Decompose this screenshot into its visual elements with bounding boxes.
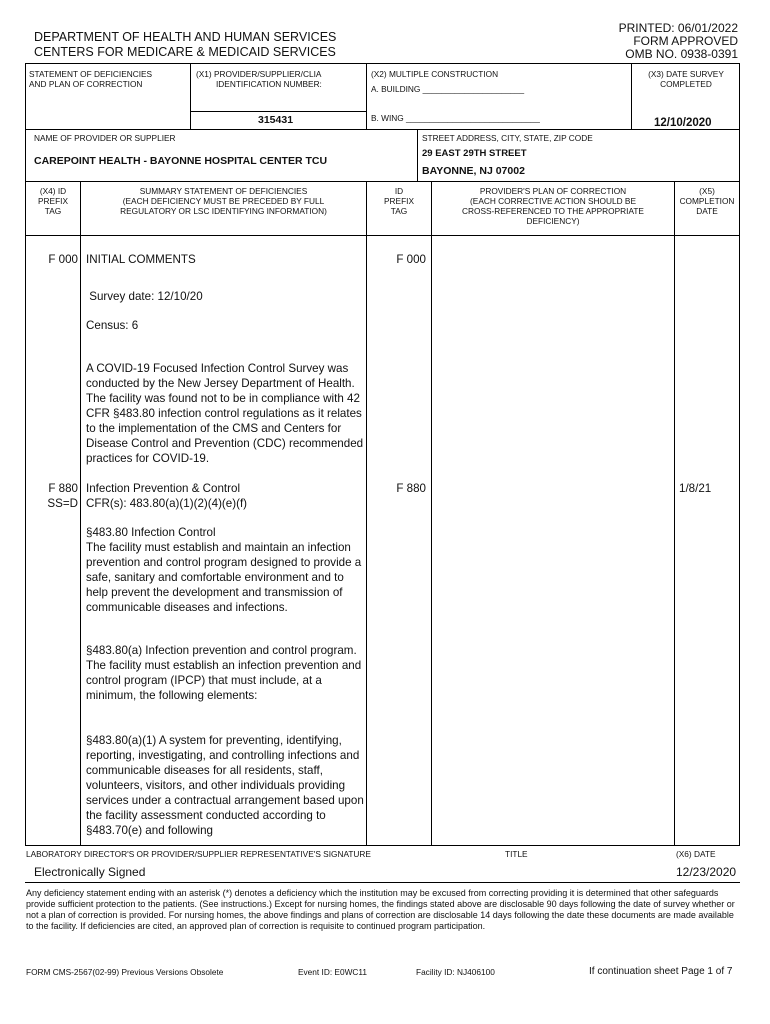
initial-comments: INITIAL COMMENTS <box>86 253 196 266</box>
signature-date: 12/23/2020 <box>676 865 737 879</box>
para-483-80: §483.80 Infection Control The facility must establish and maintain an infection prevention and control program designed to provide a safe, sanitary and comfortable environment and to help prevent the development and transmission of communicable diseases and infections. <box>86 526 362 614</box>
survey-completed-date: 12/10/2020 <box>654 117 712 129</box>
provider-name: CAREPOINT HEALTH - BAYONNE HOSPITAL CENTER TCU <box>34 155 328 167</box>
address-street: 29 EAST 29TH STREET <box>422 148 527 159</box>
address-label: STREET ADDRESS, CITY, STATE, ZIP CODE <box>422 133 593 143</box>
col-x4-header: (X4) ID PREFIX TAG <box>38 186 68 216</box>
tag-ss: SS=D <box>47 497 78 510</box>
tag-f880-right: F 880 <box>396 482 426 495</box>
tag-f000-left: F 000 <box>48 253 78 266</box>
para-483-80a: §483.80(a) Infection prevention and control program. The facility must establish an infection prevention and control program (IPCP) that must include, at a minimum, the following elements: <box>86 644 362 702</box>
title-label: TITLE <box>505 849 528 859</box>
disclaimer: Any deficiency statement ending with an asterisk (*) denotes a deficiency which the institution may be excused from correcting providing it is determined that other safeguards provide sufficient protection to the patients. (See instructions.) Except for nursing homes, the findings stated above are disclosable 90 days following the date of survey whether or not a plan of correction is provided. For nursing homes, the above findings and plans of correction are disclosable 14 days following the date these documents are made available to the facility. If deficiencies are cited, an approved plan of correction is requisite to continued program participation. <box>26 888 735 931</box>
wing-label: B. WING _____________________________ <box>371 113 540 123</box>
f880-cfr: CFR(s): 483.80(a)(1)(2)(4)(e)(f) <box>86 497 248 510</box>
covid-paragraph: A COVID-19 Focused Infection Control Survey was conducted by the New Jersey Department of Health. The facility was found not to be in compliance with 42 CFR §483.80 infection control regulations as it relates to the implementation of the CMS and Centers for Disease Control and Prevention (CDC) recommended practices for COVID-19. <box>86 362 364 465</box>
col-summary-header: SUMMARY STATEMENT OF DEFICIENCIES (EACH DEFICIENCY MUST BE PRECEDED BY FULL REGULATORY OR LSC IDENTIFYING INFORMATION) <box>120 186 327 216</box>
statement-label: STATEMENT OF DEFICIENCIES AND PLAN OF CORRECTION <box>29 69 153 89</box>
printed-date: PRINTED: 06/01/2022 <box>618 21 738 35</box>
provider-id-number: 315431 <box>258 114 294 126</box>
x1-label: (X1) PROVIDER/SUPPLIER/CLIA IDENTIFICATION NUMBER: <box>196 69 322 89</box>
omb-number: OMB NO. 0938-0391 <box>625 47 738 61</box>
building-label: A. BUILDING ______________________ <box>371 84 525 94</box>
col-plan-header: PROVIDER'S PLAN OF CORRECTION (EACH CORRECTIVE ACTION SHOULD BE CROSS-REFERENCED TO THE APPROPRIATE DEFICIENCY) <box>462 186 644 226</box>
form-number: FORM CMS-2567(02-99) Previous Versions Obsolete <box>26 967 224 977</box>
tag-f880-left: F 880 <box>48 482 78 495</box>
completion-date: 1/8/21 <box>679 482 712 495</box>
signature-value: Electronically Signed <box>34 865 146 879</box>
survey-date: Survey date: 12/10/20 <box>86 290 203 303</box>
print-info <box>619 22 738 61</box>
page-indicator: If continuation sheet Page 1 of 7 <box>589 966 733 977</box>
para-483-80a1: §483.80(a)(1) A system for preventing, identifying, reporting, investigating, and controlling infections and communicable diseases for all residents, staff, volunteers, visitors, and other individuals providing services under a contractual arrangement based upon the facility assessment conducted according to §483.70(e) and following <box>86 734 364 837</box>
x6-date-label: (X6) DATE <box>676 849 716 859</box>
dept-line-1: DEPARTMENT OF HEALTH AND HUMAN SERVICES <box>34 30 337 44</box>
address-city: BAYONNE, NJ 07002 <box>422 165 525 177</box>
event-id: Event ID: E0WC11 <box>298 967 368 977</box>
signature-label: LABORATORY DIRECTOR'S OR PROVIDER/SUPPLIER REPRESENTATIVE'S SIGNATURE <box>26 849 371 859</box>
tag-f000-right: F 000 <box>396 253 426 266</box>
provider-name-label: NAME OF PROVIDER OR SUPPLIER <box>34 133 176 143</box>
census: Census: 6 <box>86 319 139 332</box>
f880-title: Infection Prevention & Control <box>86 482 241 495</box>
col-id-header: ID PREFIX TAG <box>384 186 414 216</box>
department-header <box>34 30 336 60</box>
form-approved: FORM APPROVED <box>633 34 738 48</box>
x2-label: (X2) MULTIPLE CONSTRUCTION <box>371 69 499 79</box>
col-x5-header: (X5) COMPLETION DATE <box>679 186 735 216</box>
dept-line-2: CENTERS FOR MEDICARE & MEDICAID SERVICES <box>34 45 336 59</box>
facility-id: Facility ID: NJ406100 <box>416 967 495 977</box>
x3-label: (X3) DATE SURVEY COMPLETED <box>648 69 724 89</box>
